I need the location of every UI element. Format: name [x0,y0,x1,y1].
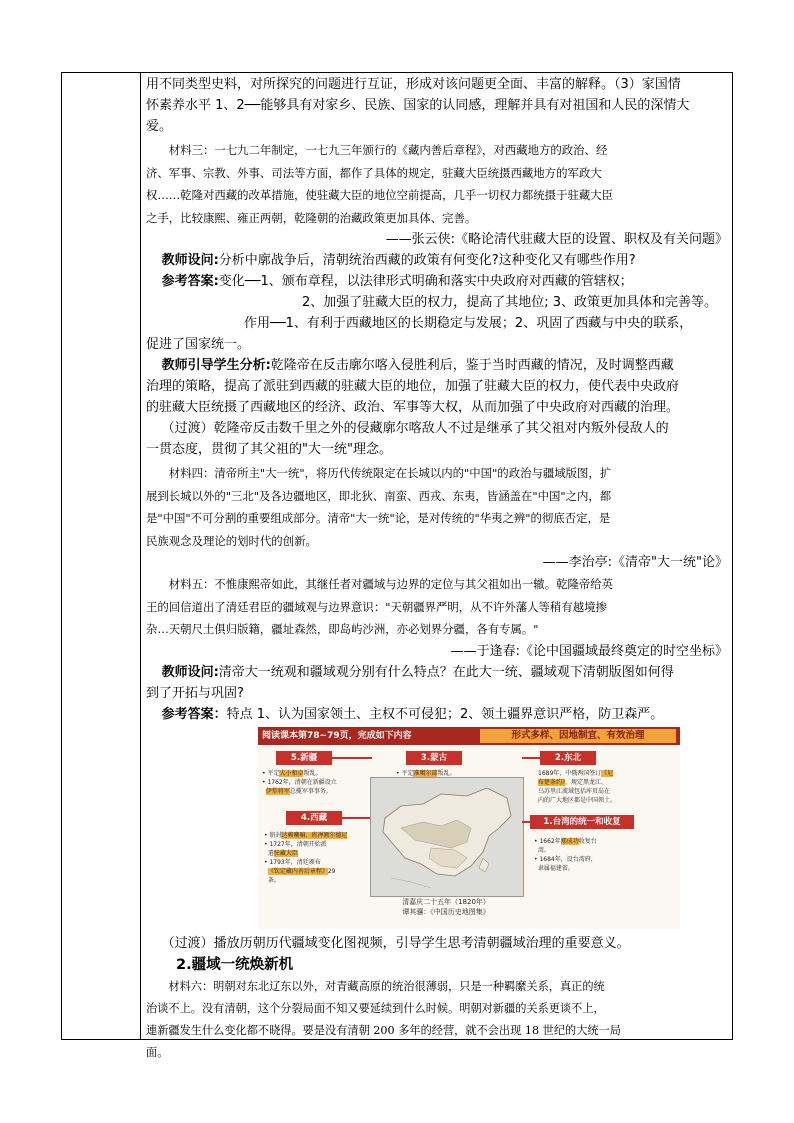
map-graphic [371,778,523,896]
teacher-question [146,662,728,683]
figure-banner-right: 形式多样、因地制宜、有效治理 [480,729,676,743]
material-line: 材料六：明朝对东北辽东以外，对青藏高原的统治很薄弱，只是一种羁縻关系，真正的统 [168,979,605,993]
reference-answer [146,271,728,292]
material-line: 展到长城以外的"三北"及各边疆地区，即北狄、南蛮、西戎、东夷，皆涵盖在"中国"之内，都 [146,488,612,503]
text-line: 爱。 [146,119,173,134]
material-line: 連新疆发生什么变化都不晓得。要是没有清朝 200 多年的经营，就不会出现 18 世纪的大统一局 [146,1023,621,1037]
answer-line: 作用──1、有利于西藏地区的长期稳定与发展；2、巩固了西藏与中央的联系， [244,316,693,331]
material-4 [146,462,728,552]
guidance-line: 治理的策略，提高了派驻到西藏的驻藏大臣的地位，加强了驻藏大臣的权力，使代表中央政府 [146,379,680,394]
tag-northeast: 2.东北 [540,751,596,765]
material-6 [146,976,728,1064]
source-citation: ——李治亭:《清帝"大一统"论》 [542,555,728,570]
northeast-text: 1689年，中俄两国签订《尼 布楚条约》，规定黑龙江、 乌苏里江流域包括库页岛在 内的广大地区都是中国领土。 [538,769,617,804]
tag-taiwan: 1.台湾的统一和收复 [530,815,634,829]
guidance-label: 教师引导学生分析: [161,358,271,373]
material-3 [146,139,728,229]
material-line: 面。 [146,1045,169,1059]
connector-line [522,821,530,823]
xinjiang-text: • 平定大小和卓叛乱。 • 1762年，清朝在新疆设立 伊犁将军总揽军事事务。 [262,769,337,795]
source-citation: ——于逢春:《论中国疆域最终奠定的时空坐标》 [450,643,728,659]
section-heading: 2.疆域一统焕新机 [176,956,294,973]
connector-line [522,757,540,759]
teacher-question [146,250,728,271]
map-caption-line: 谭其骧：《中国历史地图集》 [402,907,490,916]
tag-xinjiang: 5.新疆 [276,751,332,765]
material-line: 材料三：一七九二年制定，一七九三年颁行的《藏内善后章程》，对西藏地方的政治、经 [168,143,608,157]
frontier-governance-figure [258,727,680,929]
content-cell [146,74,728,1064]
tag-tibet: 4.西藏 [286,811,342,825]
mongolia-text: • 平定准噶尔部叛乱。 [396,769,522,796]
tibet-text: • 册封达赖喇嘛、班禅额尔德尼 • 1727年，清朝开始派 遣驻藏大臣 • 1793年，清廷颁布 《钦定藏内善后章程》29 条。 [264,831,348,884]
text-line: 怀素养水平 1、2──能够具有对家乡、民族、国家的认同感，理解并具有对祖国和人民的深情大 [146,98,690,113]
answer-text: 变化──1、颁布章程，以法律形式明确和落实中央政府对西藏的管辖权； [218,274,633,289]
answer-label: 参考答案： [161,706,227,722]
transition-line: 一贯态度，贯彻了其父祖的"大一统"理念。 [146,442,392,457]
answer-line: 2、加强了驻藏大臣的权力，提高了其地位; 3、政策更加具体和完善等。 [302,295,718,310]
material-5 [146,573,728,641]
connector-line [342,817,370,819]
material-line: 权……乾隆对西藏的改革措施，使驻藏大臣的地位空前提高，几乎一切权力都统摄于驻藏大臣 [146,188,614,202]
text-line: 用不同类型史料，对所探究的问题进行互证，形成对该问题更全面、丰富的解释。（3）家国情 [146,77,681,92]
question-label: 教师设问: [161,253,219,268]
question-line: 到了开拓与巩固? [146,685,244,701]
material-line: 治谈不上。没有清朝，这个分裂局面不知又要延续到什么时候。明朝对新疆的关系更谈不上， [146,1001,605,1015]
taiwan-text: • 1662年郑成功收复台 湾。 • 1684年，设台湾府， 隶属福建省。 [534,837,597,872]
transition-line: （过渡）乾隆帝反击数千里之外的侵藏廓尔喀敌人不过是继承了其父祖对内叛外侵敌人的 [161,421,669,436]
material-line: 是"中国"不可分割的重要组成部分。清帝"大一统"论，是对传统的"华夷之辨"的彻底否定，是 [146,511,611,525]
tag-mongolia: 3.蒙古 [406,751,462,765]
transition-line: （过渡）播放历朝历代疆域变化图视频，引导学生思考清朝疆域治理的重要意义。 [161,935,630,951]
answer-label: 参考答案: [161,274,219,289]
material-line: 民族观念及理论的划时代的创新。 [146,533,317,548]
answer-text: 特点 1、认为国家领土、主权不可侵犯；2、领土疆界意识严格，防卫森严。 [226,706,664,722]
qing-territory-map [370,777,524,897]
material-line: 杂…天朝尺土俱归版籍，疆址森然，即岛屿沙洲，亦必划界分疆，各有专属。" [146,622,539,636]
material-line: 王的回信道出了清廷君臣的疆域观与边界意识："天朝疆界严明，从不许外藩人等稍有越境掺 [146,599,607,614]
table-column-divider [140,72,141,1040]
answer-line: 促进了国家统一。 [146,337,251,352]
material-line: 材料五：不惟康熙帝如此，其继任者对疆域与边界的定位与其父祖如出一辙。乾隆帝给英 [168,577,614,591]
connector-line [332,757,372,759]
teacher-guidance [146,355,728,376]
map-caption [370,897,522,917]
question-text: 分析中廓战争后，清朝统治西藏的政策有何变化?这种变化又有哪些作用? [218,253,636,268]
question-label: 教师设问: [161,664,219,680]
guidance-line: 的驻藏大臣统摄了西藏地区的经济、政治、军事等大权，从而加强了中央政府对西藏的治理。 [146,400,680,415]
material-line: 材料四：清帝所主"大一统"，将历代传统限定在长城以内的"中国"的政治与疆域版图，扩 [168,466,612,480]
material-line: 之手，比较康熙、雍正两朝，乾隆朝的治藏政策更加具体、完善。 [146,210,477,225]
map-caption-line: 清嘉庆二十五年（1820年） [402,897,490,906]
material-line: 济、军事、宗教、外事、司法等方面，都作了具体的规定，驻藏大臣统摄西藏地方的军政大 [146,165,602,180]
figure-banner-left: 阅读课本第78~79页，完成如下内容 [262,730,412,741]
question-text: 清帝大一统观和疆域观分别有什么特点？在此大一统、疆域观下清朝版图如何得 [218,664,674,680]
reference-answer [146,704,728,725]
source-citation: ——张云侠:《略论清代驻藏大臣的设置、职权及有关问题》 [385,232,728,247]
guidance-text: 乾隆帝在反击廓尔喀入侵胜利后，鉴于当时西藏的情况，及时调整西藏 [270,358,674,373]
